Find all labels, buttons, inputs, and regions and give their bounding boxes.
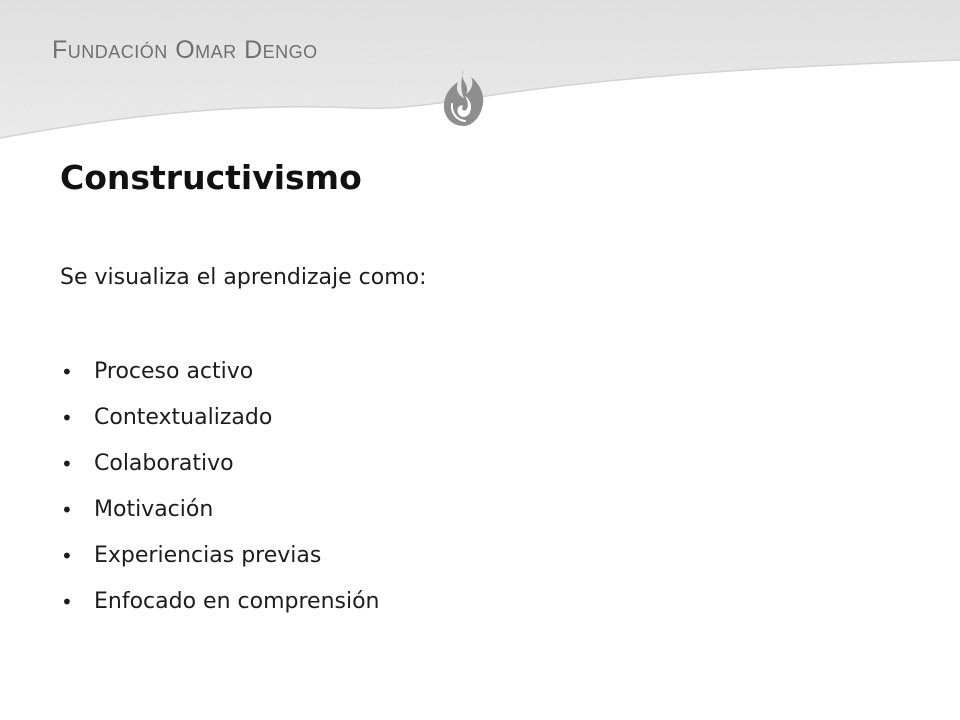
bullet-glyph: • — [61, 590, 73, 614]
bullet-glyph: • — [61, 544, 73, 568]
bullet-item — [60, 444, 379, 490]
bullet-text: Motivación — [94, 497, 214, 522]
bullet-item — [60, 398, 379, 444]
bullet-glyph: • — [61, 406, 73, 430]
bullet-list — [60, 352, 379, 628]
bullet-item — [60, 490, 379, 536]
flame-logo-icon — [438, 66, 490, 128]
brand-name: Fundación Omar Dengo — [52, 36, 318, 64]
bullet-glyph: • — [61, 498, 73, 522]
bullet-item — [60, 536, 379, 582]
bullet-text: Enfocado en comprensión — [94, 589, 380, 614]
bullet-item — [60, 352, 379, 398]
intro-text: Se visualiza el aprendizaje como: — [60, 265, 427, 290]
bullet-item — [60, 582, 379, 628]
bullet-text: Colaborativo — [94, 451, 234, 476]
bullet-glyph: • — [61, 360, 73, 384]
bullet-glyph: • — [61, 452, 73, 476]
bullet-text: Experiencias previas — [94, 543, 322, 568]
slide-title: Constructivismo — [60, 158, 362, 197]
bullet-text: Proceso activo — [94, 359, 254, 384]
bullet-text: Contextualizado — [94, 405, 273, 430]
